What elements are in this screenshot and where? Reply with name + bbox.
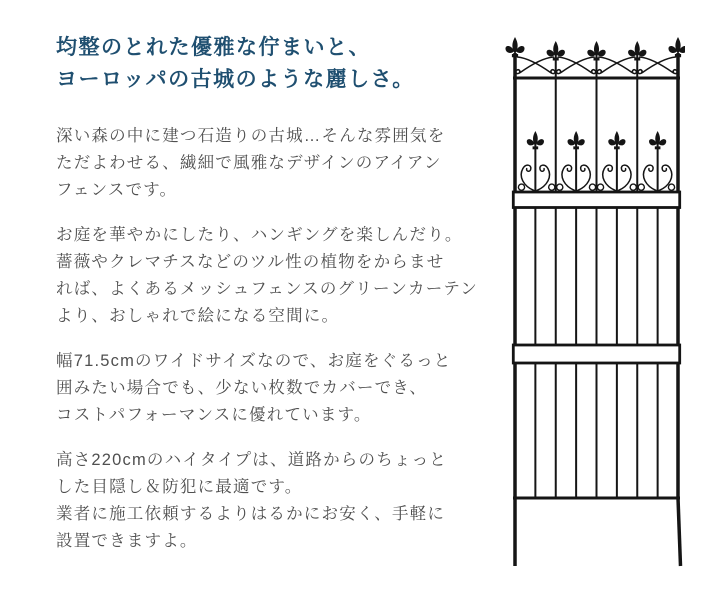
paragraph-high-type [56,447,508,555]
page-title [56,32,508,96]
heading-line-1: 均整のとれた優雅な佇まいと、 [56,36,371,59]
paragraph-garden-use [56,222,508,330]
paragraph-line: 幅71.5cmのワイドサイズなので、お庭をぐるっと [56,352,452,370]
paragraph-atmosphere [56,123,508,204]
paragraph-line: 深い森の中に建つ石造りの古城…そんな雰囲気を [56,127,446,145]
paragraph-line: お庭を華やかにしたり、ハンギングを楽しんだり。 [56,226,463,244]
paragraph-line: フェンスです。 [56,181,178,199]
fence-bars [535,56,657,498]
paragraph-line: 囲みたい場合でも、少ない枚数でカバーでき、 [56,379,428,397]
iron-fence-line-art [495,30,685,572]
paragraph-line: 高さ220cmのハイタイプは、道路からのちょっと [56,451,447,469]
heading-line-2: ヨーロッパの古城のような麗しさ。 [56,68,415,91]
paragraph-line: より、おしゃれで絵になる空間に。 [56,307,340,325]
paragraph-line: れば、よくあるメッシュフェンスのグリーンカーテン [56,280,478,298]
paragraph-line: コストパフォーマンスに優れています。 [56,406,372,424]
paragraph-line: 薔薇やクレマチスなどのツル性の植物をからませ [56,253,445,271]
fence-finials [505,37,685,149]
paragraph-line: 設置できますよ。 [56,532,198,550]
paragraph-line: した目隠し＆防犯に最適です。 [56,478,303,496]
paragraph-line: 業者に施工依頼するよりはるかにお安く、手軽に [56,505,446,523]
paragraph-line: ただよわせる、繊細で風雅なデザインのアイアン [56,154,442,172]
fence-illustration [495,30,685,572]
description-text-column [56,32,508,573]
fence-posts [515,53,681,566]
paragraph-wide-size [56,348,508,429]
